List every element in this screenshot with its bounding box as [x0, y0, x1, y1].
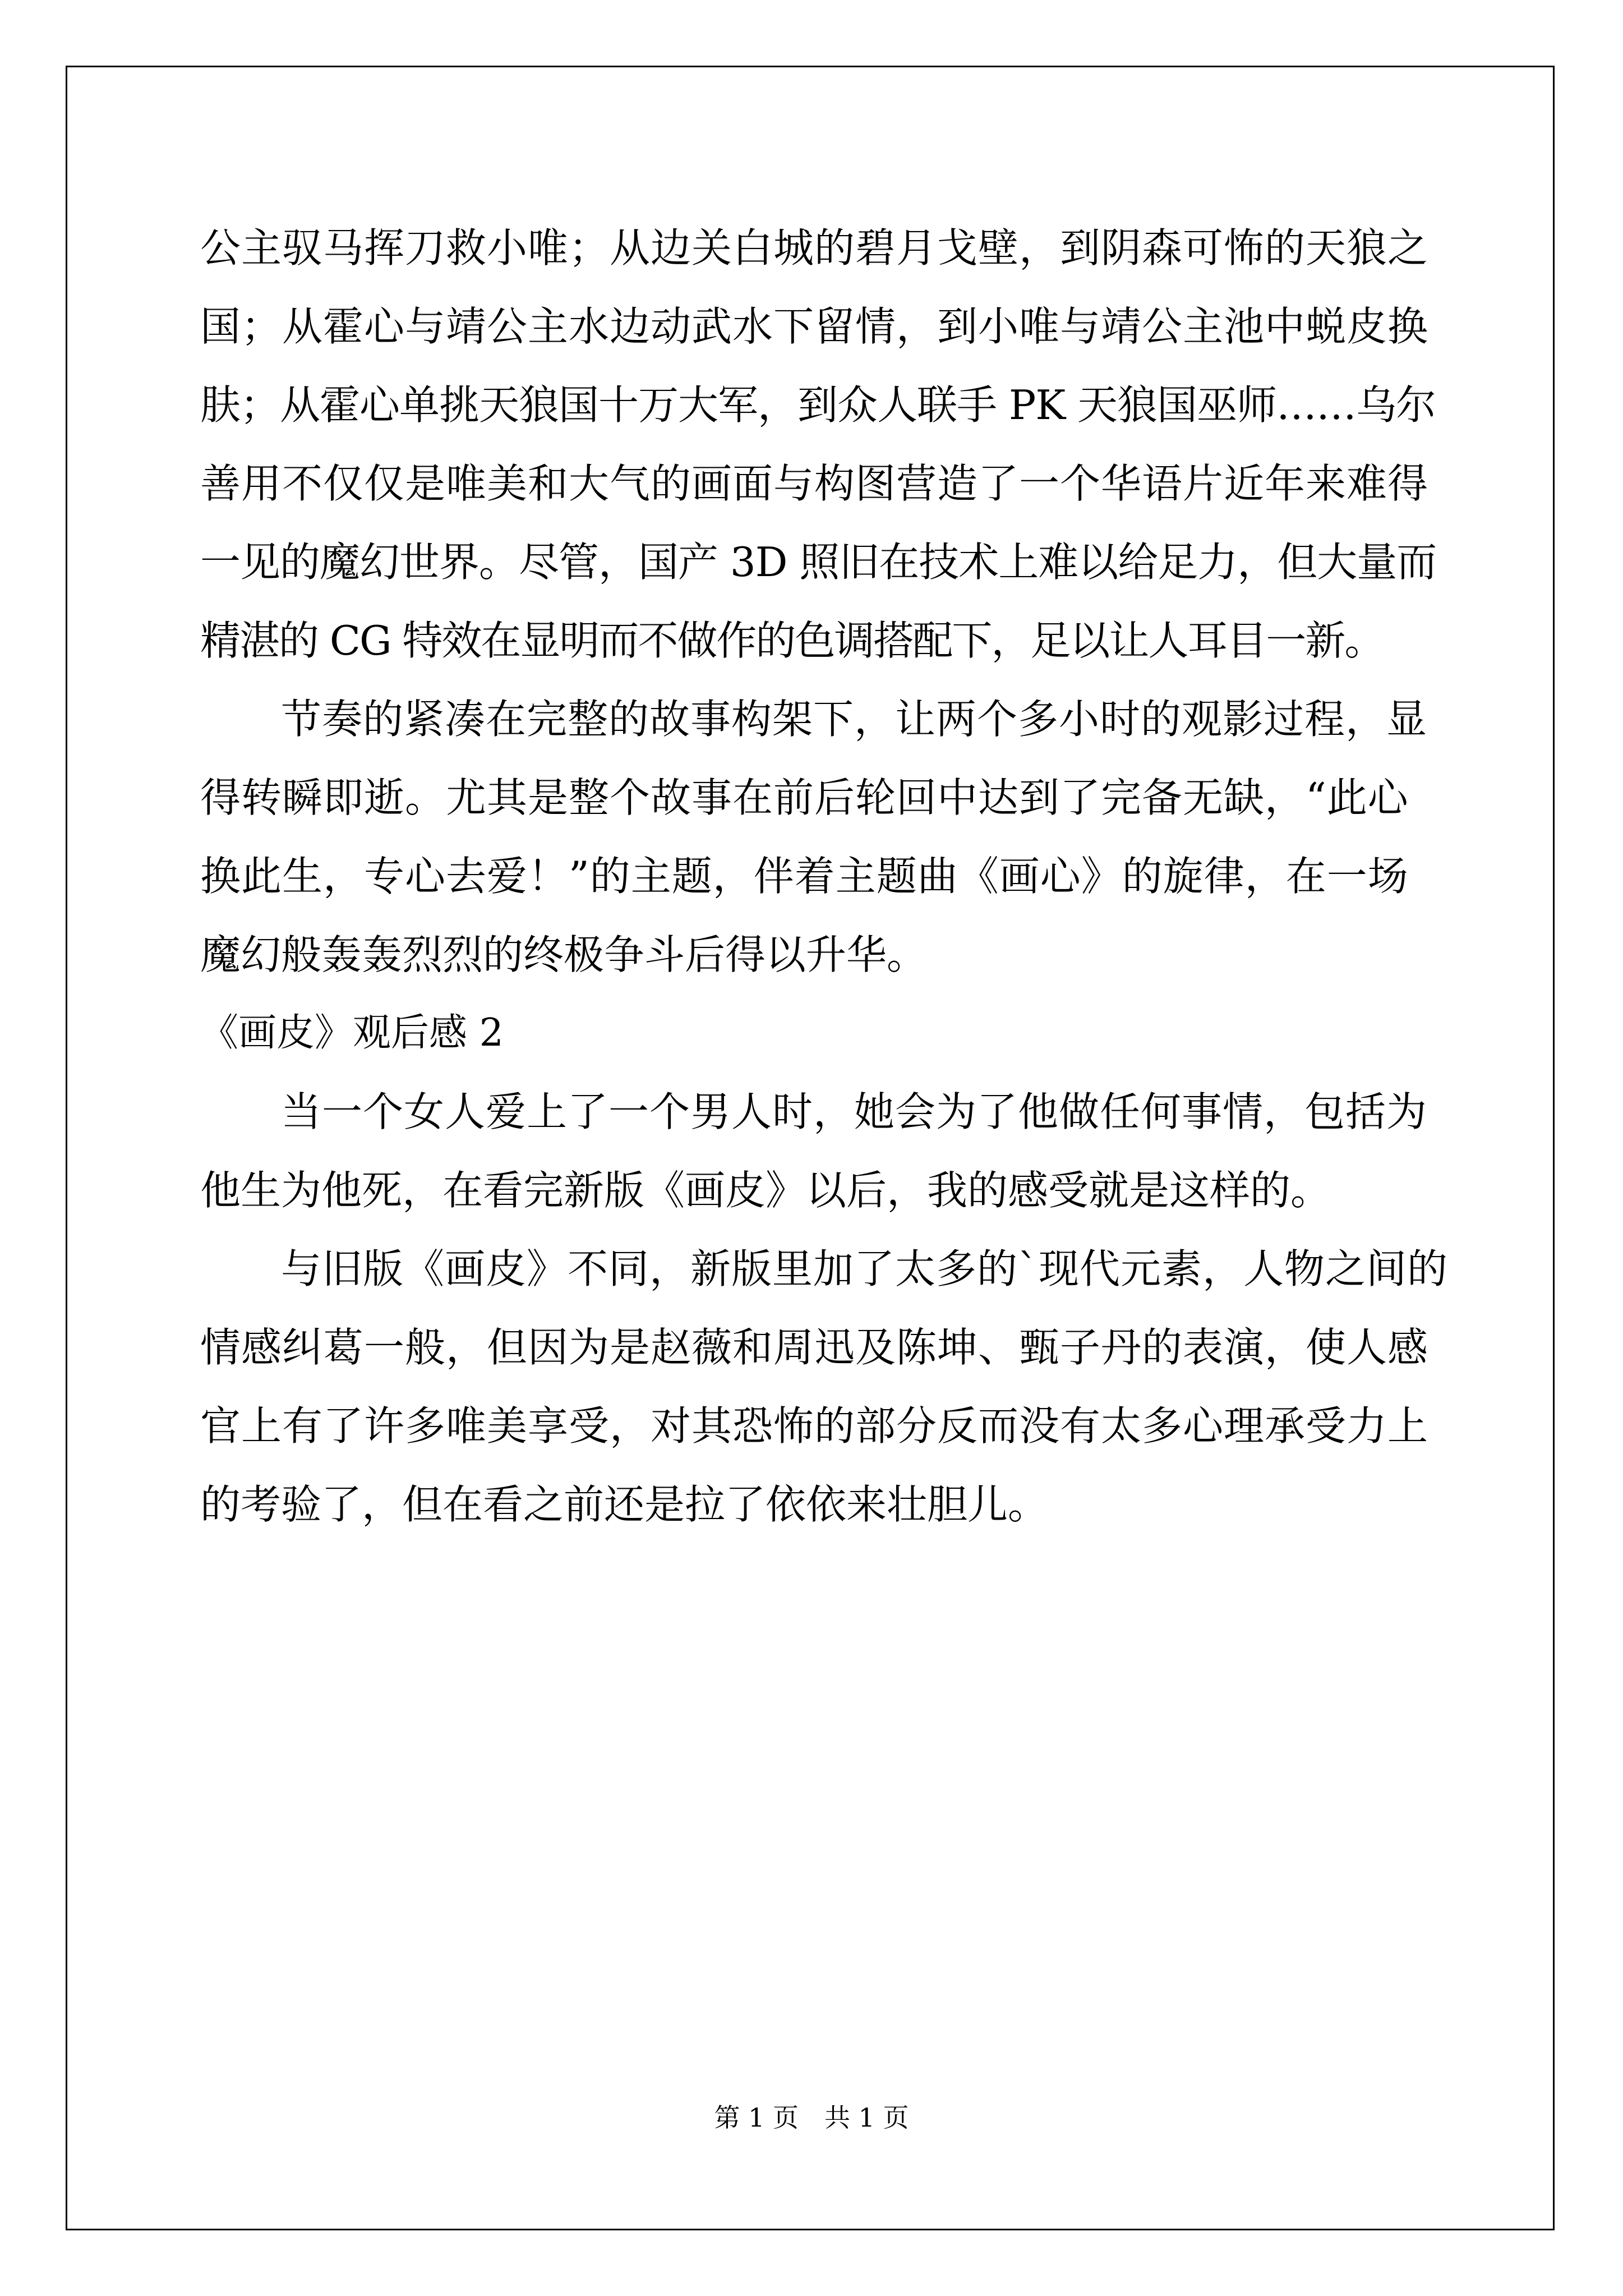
paragraph-4	[200, 1230, 1449, 1544]
text-line: 得转瞬即逝。尤其是整个故事在前后轮回中达到了完备无缺，“此心	[200, 774, 1409, 821]
text-line: 当一个女人爱上了一个男人时，她会为了他做任何事情，包括为	[281, 1088, 1428, 1135]
text-line: 情感纠葛一般，但因为是赵薇和周迅及陈坤、甄子丹的表演，使人感	[200, 1324, 1429, 1371]
document-body	[200, 209, 1449, 1544]
text-line: 善用不仅仅是唯美和大气的画面与构图营造了一个华语片近年来难得	[200, 460, 1429, 507]
text-line: 与旧版《画皮》不同，新版里加了太多的`现代元素，人物之间的	[281, 1245, 1449, 1292]
paragraph-2	[200, 680, 1428, 994]
text-line: 换此生，专心去爱！”的主题，伴着主题曲《画心》的旋律，在一场	[200, 853, 1409, 900]
text-line: 的考验了，但在看之前还是拉了依依来壮胆儿。	[200, 1481, 1049, 1528]
text-line: 魔幻般轰轰烈烈的终极争斗后得以升华。	[200, 931, 928, 978]
section-heading: 《画皮》观后感 2	[200, 1011, 504, 1055]
text-line: 公主驭马挥刀救小唯；从边关白城的碧月戈壁，到阴森可怖的天狼之	[200, 224, 1429, 272]
text-line: 国；从霍心与靖公主水边动武水下留情，到小唯与靖公主池中蜕皮换	[200, 303, 1429, 350]
text-line: 肤；从霍心单挑天狼国十万大军，到众人联手 PK 天狼国巫师……乌尔	[200, 381, 1436, 429]
text-line: 节奏的紧凑在完整的故事构架下，让两个多小时的观影过程，显	[281, 696, 1428, 743]
paragraph-1	[200, 209, 1437, 680]
page-footer: 第 1 页 共 1 页	[714, 2102, 909, 2133]
text-line: 精湛的 CG 特效在显明而不做作的色调搭配下，足以让人耳目一新。	[200, 617, 1384, 664]
text-line: 他生为他死，在看完新版《画皮》以后，我的感受就是这样的。	[200, 1167, 1331, 1214]
text-line: 官上有了许多唯美享受，对其恐怖的部分反而没有太多心理承受力上	[200, 1402, 1429, 1450]
text-line: 一见的魔幻世界。尽管，国产 3D 照旧在技术上难以给足力，但大量而	[200, 539, 1437, 586]
paragraph-3	[200, 1073, 1428, 1230]
